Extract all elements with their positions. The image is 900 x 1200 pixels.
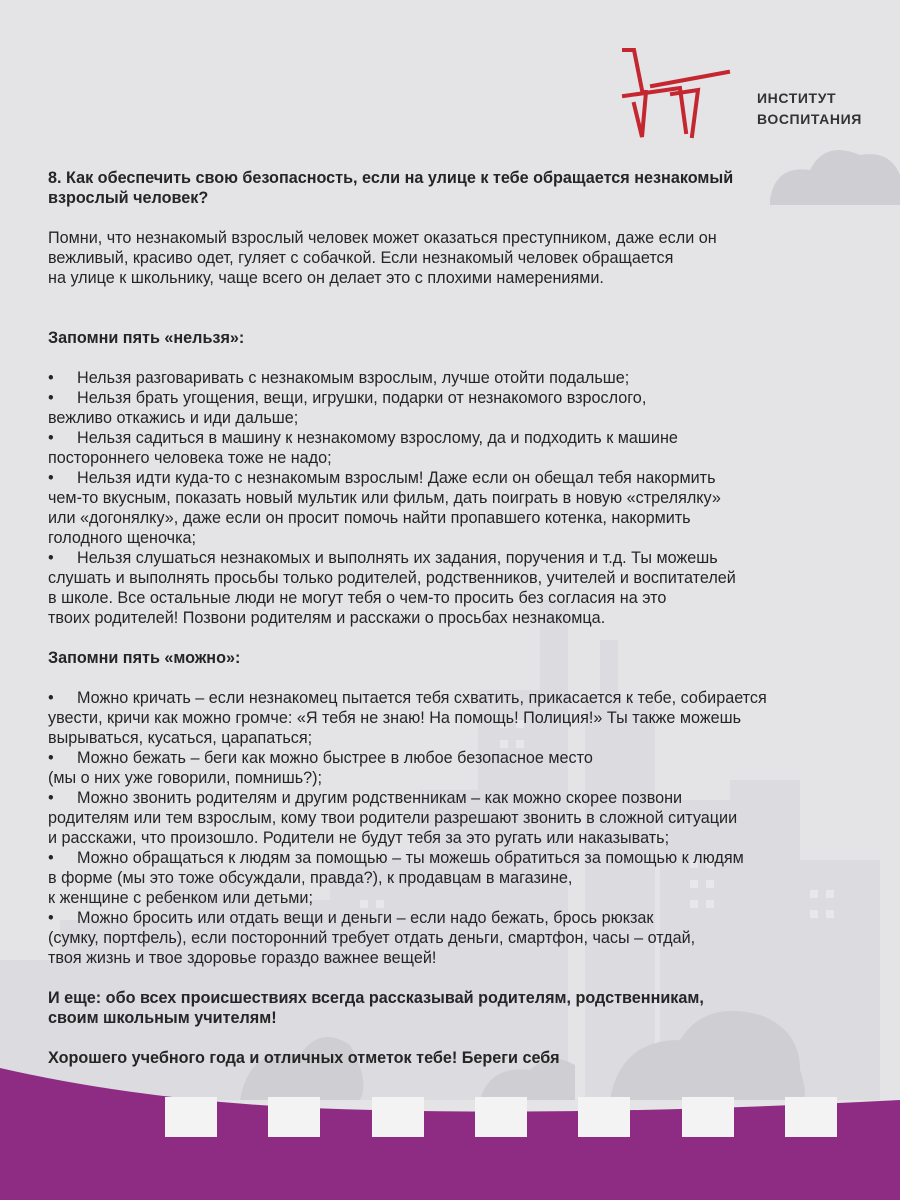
list-item: • Можно обращаться к людям за помощью – ты можешь обратиться за помощью к людям в форме (мы это тоже обсуждали, правда?), к продавцам в магазине, к женщине с ребенком или детьми; (48, 849, 744, 907)
allowed-title: Запомни пять «можно»: (48, 649, 241, 667)
forbidden-title: Запомни пять «нельзя»: (48, 329, 245, 347)
list-item: • Нельзя брать угощения, вещи, игрушки, подарки от незнакомого взрослого, вежливо откажись и иди дальше; (48, 389, 647, 427)
list-item: • Можно кричать – если незнакомец пытается тебя схватить, прикасается к тебе, собирается увести, кричи как можно громче: «Я тебя не знаю! На помощь! Полиция!» Ты также можешь вырываться, кусаться, царапаться; (48, 689, 767, 747)
list-item: • Нельзя садиться в машину к незнакомому взрослому, да и подходить к машине постороннего человека тоже не надо; (48, 429, 678, 467)
forbidden-list (48, 368, 878, 628)
horse-logo-icon (612, 42, 732, 142)
heading-line: 8. Как обеспечить свою безопасность, если на улице к тебе обращается незнакомый (48, 169, 734, 187)
logo-text (757, 88, 862, 130)
logo-line-1: ИНСТИТУТ (757, 90, 837, 106)
question-heading (48, 168, 878, 208)
list-item: • Нельзя идти куда-то с незнакомым взрослым! Даже если он обещал тебя накормить чем-то вкусным, показать новый мультик или фильм, дать поиграть в новую «стрелялку» или «догонялку», даже если он просит помочь найти пропавшего котенка, накормить голодного щеночка; (48, 469, 721, 547)
closing-note: И еще: обо всех происшествиях всегда рассказывай родителям, родственникам, своим школьным учителям! (48, 989, 704, 1027)
list-item: • Можно звонить родителям и другим родственникам – как можно скорее позвони родителям или тем взрослым, кому твои родители разрешают звонить в сложной ситуации и расскажи, что произошло. Родители не будут тебя за это ругать или наказывать; (48, 789, 738, 847)
list-item: • Нельзя слушаться незнакомых и выполнять их задания, поручения и т.д. Ты можешь слушать и выполнять просьбы только родителей, родственников, учителей и воспитателей в школе. Все остальные люди не могут тебя о чем-то просить без согласия на это твоих родителей! Позвони родителям и расскажи о просьбах незнакомца. (48, 549, 736, 627)
heading-line: взрослый человек? (48, 189, 209, 207)
list-item: • Нельзя разговаривать с незнакомым взрослым, лучше отойти подальше; (48, 369, 630, 387)
allowed-list (48, 688, 878, 968)
farewell-line: Хорошего учебного года и отличных отметок тебе! Береги себя (48, 1049, 560, 1067)
article-content (48, 168, 878, 1068)
list-item: • Можно бросить или отдать вещи и деньги – если надо бежать, брось рюкзак (сумку, портфель), если посторонний требует отдать деньги, смартфон, часы – отдай, твоя жизнь и твое здоровье гораздо важнее вещей! (48, 909, 696, 967)
logo-line-2: ВОСПИТАНИЯ (757, 111, 862, 127)
intro-paragraph: Помни, что незнакомый взрослый человек может оказаться преступником, даже если он вежливый, красиво одет, гуляет с собачкой. Если незнакомый человек обращается на улице к школьнику, чаще всего он делает это с плохими намерениями. (48, 229, 717, 287)
list-item: • Можно бежать – беги как можно быстрее в любое безопасное место (мы о них уже говорили, помнишь?); (48, 749, 593, 787)
